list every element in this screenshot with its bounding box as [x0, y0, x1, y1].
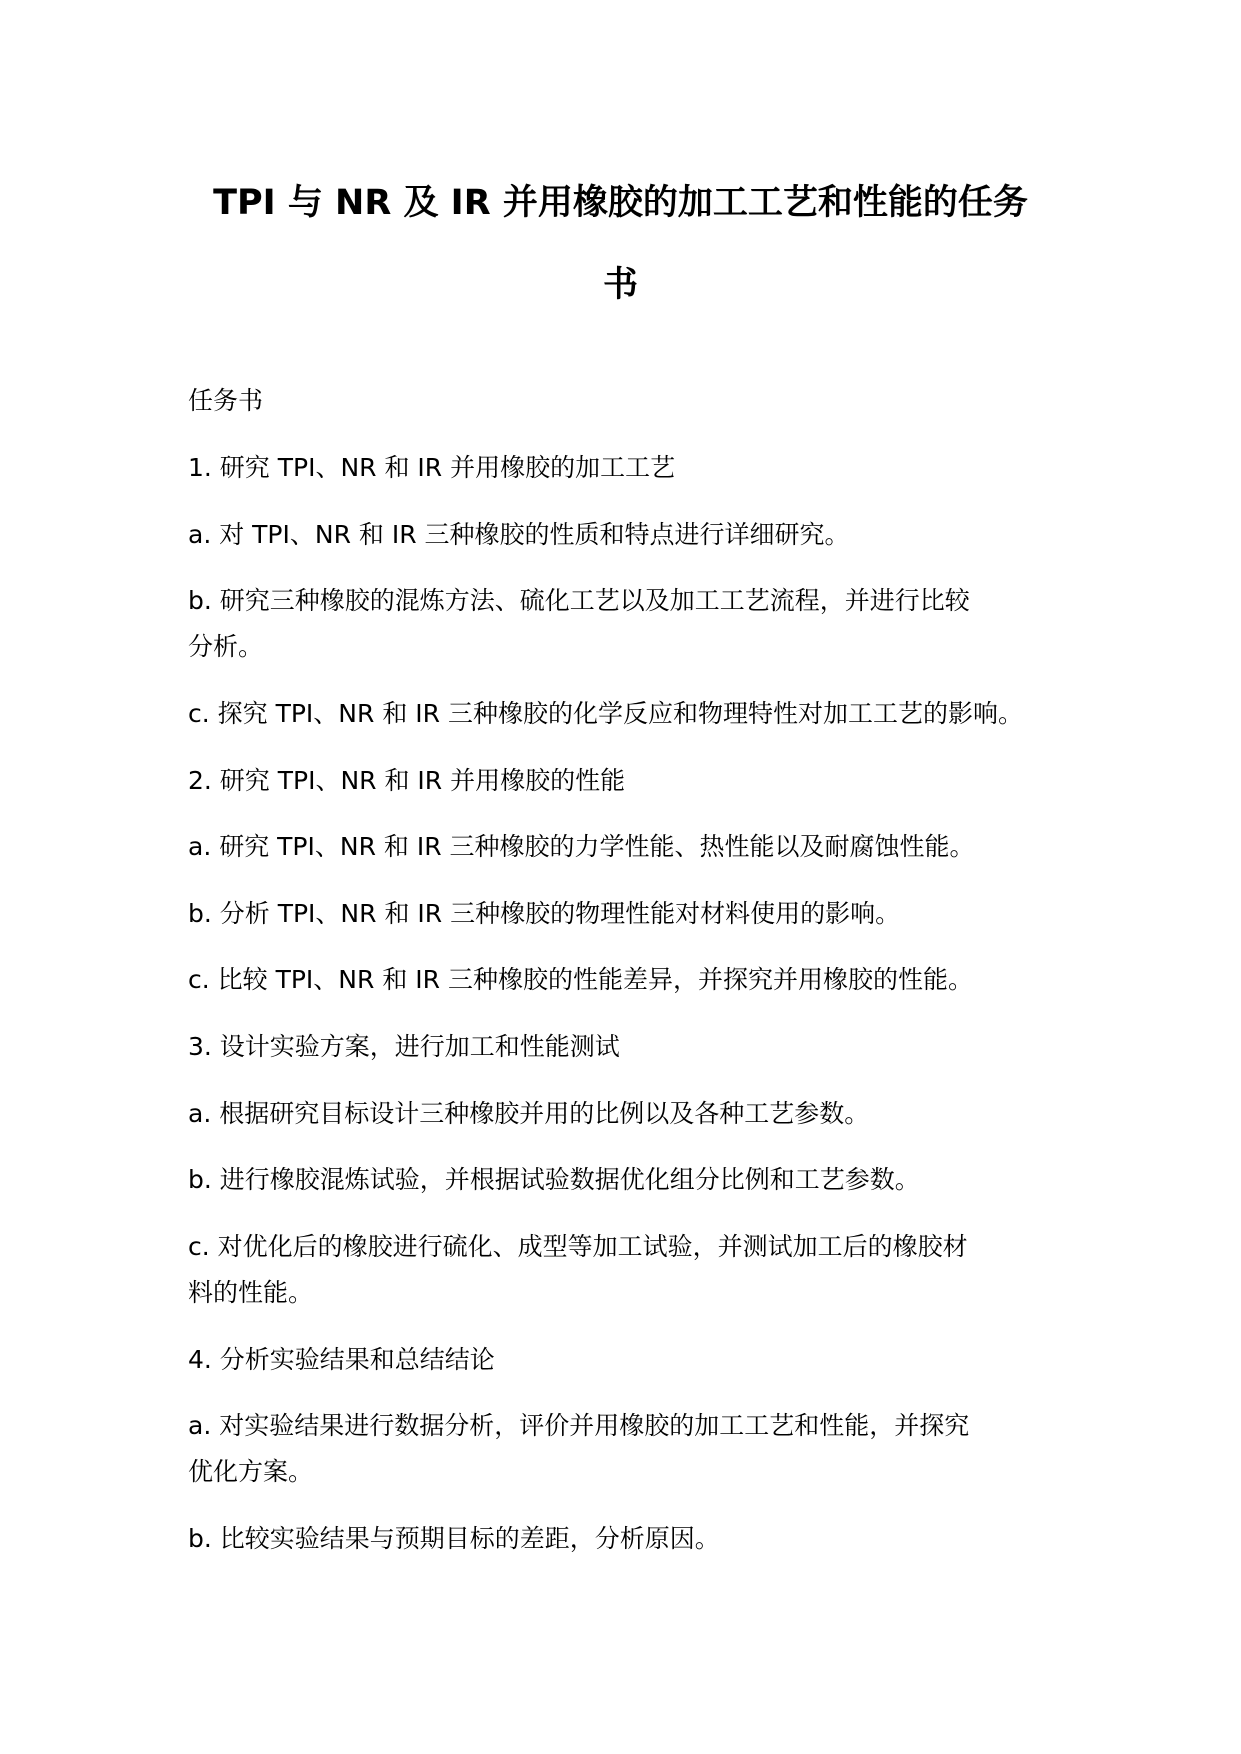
item-3b: b. 进行橡胶混炼试验，并根据试验数据优化组分比例和工艺参数。	[188, 1165, 920, 1194]
item-2c: c. 比较 TPI、NR 和 IR 三种橡胶的性能差异，并探究并用橡胶的性能。	[188, 965, 973, 994]
item-1b-line1: b. 研究三种橡胶的混炼方法、硫化工艺以及加工工艺流程，并进行比较	[188, 586, 970, 615]
item-heading-1: 1. 研究 TPI、NR 和 IR 并用橡胶的加工工艺	[188, 453, 676, 482]
item-heading-2: 2. 研究 TPI、NR 和 IR 并用橡胶的性能	[188, 766, 626, 795]
document-title-line-2: 书	[602, 265, 638, 305]
item-3c-line1: c. 对优化后的橡胶进行硫化、成型等加工试验，并测试加工后的橡胶材	[188, 1232, 968, 1261]
document-title-line-1: TPI 与 NR 及 IR 并用橡胶的加工工艺和性能的任务	[213, 183, 1028, 223]
item-4a-line2: 优化方案。	[188, 1457, 314, 1486]
item-1b-line2: 分析。	[188, 632, 264, 661]
item-heading-3: 3. 设计实验方案，进行加工和性能测试	[188, 1032, 620, 1061]
item-1a: a. 对 TPI、NR 和 IR 三种橡胶的性质和特点进行详细研究。	[188, 520, 850, 549]
item-heading-4: 4. 分析实验结果和总结结论	[188, 1345, 495, 1374]
item-2a: a. 研究 TPI、NR 和 IR 三种橡胶的力学性能、热性能以及耐腐蚀性能。	[188, 832, 975, 861]
item-3c-line2: 料的性能。	[188, 1278, 314, 1307]
item-4b: b. 比较实验结果与预期目标的差距，分析原因。	[188, 1524, 720, 1553]
item-3a: a. 根据研究目标设计三种橡胶并用的比例以及各种工艺参数。	[188, 1099, 870, 1128]
section-heading: 任务书	[188, 386, 264, 415]
item-2b: b. 分析 TPI、NR 和 IR 三种橡胶的物理性能对材料使用的影响。	[188, 899, 901, 928]
item-4a-line1: a. 对实验结果进行数据分析，评价并用橡胶的加工工艺和性能，并探究	[188, 1411, 970, 1440]
item-1c: c. 探究 TPI、NR 和 IR 三种橡胶的化学反应和物理特性对加工工艺的影响。	[188, 699, 1023, 728]
